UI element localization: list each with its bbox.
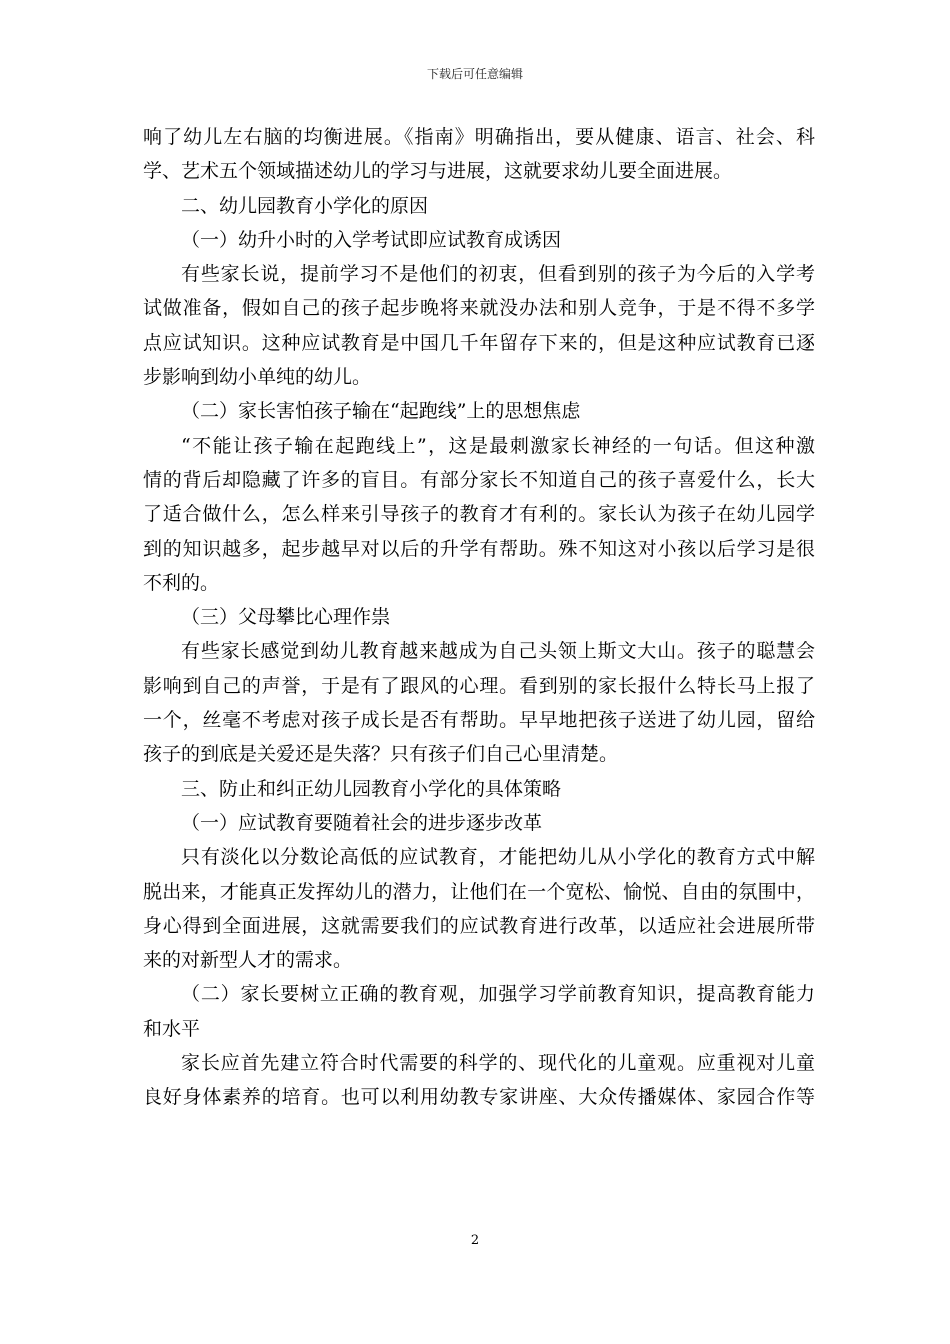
subsection-heading: （三）父母攀比心理作祟: [181, 606, 391, 629]
document-body: [143, 120, 815, 1115]
text-line: 只有淡化以分数论高低的应试教育，才能把幼儿从小学化的教育方式中解: [181, 846, 815, 869]
text-line: 良好身体素养的培育。也可以利用幼教专家讲座、大众传播媒体、家园合作等: [143, 1086, 815, 1109]
page-header: 下载后可任意编辑: [426, 67, 523, 81]
text-line: 来的对新型人才的需求。: [143, 949, 353, 972]
text-line: 有些家长说，提前学习不是他们的初衷，但看到别的孩子为今后的入学考: [181, 263, 815, 286]
text-line: 响了幼儿左右脑的均衡进展。《指南》明确指出，要从健康、语言、社会、科: [143, 126, 815, 148]
subsection-heading: （二）家长害怕孩子输在“起跑线”上的思想焦虑: [181, 400, 581, 423]
section-heading: 二、幼儿园教育小学化的原因: [181, 194, 429, 217]
text-line: 影响到自己的声誉，于是有了跟风的心理。看到别的家长报什么特长马上报了: [143, 674, 815, 697]
text-line: 情的背后却隐藏了许多的盲目。有部分家长不知道自己的孩子喜爱什么，长大: [143, 468, 815, 491]
subsection-heading: （一）幼升小时的入学考试即应试教育成诱因: [181, 228, 562, 251]
text-line: 学、艺术五个领域描述幼儿的学习与进展，这就要求幼儿要全面进展。: [143, 160, 733, 183]
text-line: 点应试知识。这种应试教育是中国几千年留存下来的，但是这种应试教育已逐: [143, 331, 815, 354]
text-line: 步影响到幼小单纯的幼儿。: [143, 366, 372, 389]
text-line: 脱出来，才能真正发挥幼儿的潜力，让他们在一个宽松、愉悦、自由的氛围中，: [143, 880, 815, 903]
subsection-heading: （一）应试教育要随着社会的进步逐步改革: [181, 811, 543, 834]
subsection-heading: （二）家长要树立正确的教育观，加强学习学前教育知识，提高教育能力: [181, 983, 815, 1006]
text-line: 有些家长感觉到幼儿教育越来越成为自己头领上斯文大山。孩子的聪慧会: [181, 640, 815, 663]
subsection-heading-continued: 和水平: [143, 1017, 201, 1040]
text-line: 身心得到全面进展，这就需要我们的应试教育进行改革，以适应社会进展所带: [143, 914, 815, 937]
text-line: 试做准备，假如自己的孩子起步晚将来就没办法和别人竞争，于是不得不多学: [143, 297, 815, 320]
text-line: 一个，丝毫不考虑对孩子成长是否有帮助。早早地把孩子送进了幼儿园，留给: [143, 709, 815, 732]
section-heading: 三、防止和纠正幼儿园教育小学化的具体策略: [181, 777, 562, 800]
text-line: 了适合做什么，怎么样来引导孩子的教育才有利的。家长认为孩子在幼儿园学: [143, 503, 815, 526]
text-line: 孩子的到底是关爱还是失落？只有孩子们自己心里清楚。: [143, 743, 619, 766]
text-line: 家长应首先建立符合时代需要的科学的、现代化的儿童观。应重视对儿童: [181, 1052, 815, 1075]
page-number: 2: [470, 1233, 480, 1248]
text-line: “不能让孩子输在起跑线上”，这是最刺激家长神经的一句话。但这种激: [181, 434, 815, 457]
text-line: 不利的。: [143, 571, 220, 594]
text-line: 到的知识越多，起步越早对以后的升学有帮助。殊不知这对小孩以后学习是很: [143, 537, 815, 560]
